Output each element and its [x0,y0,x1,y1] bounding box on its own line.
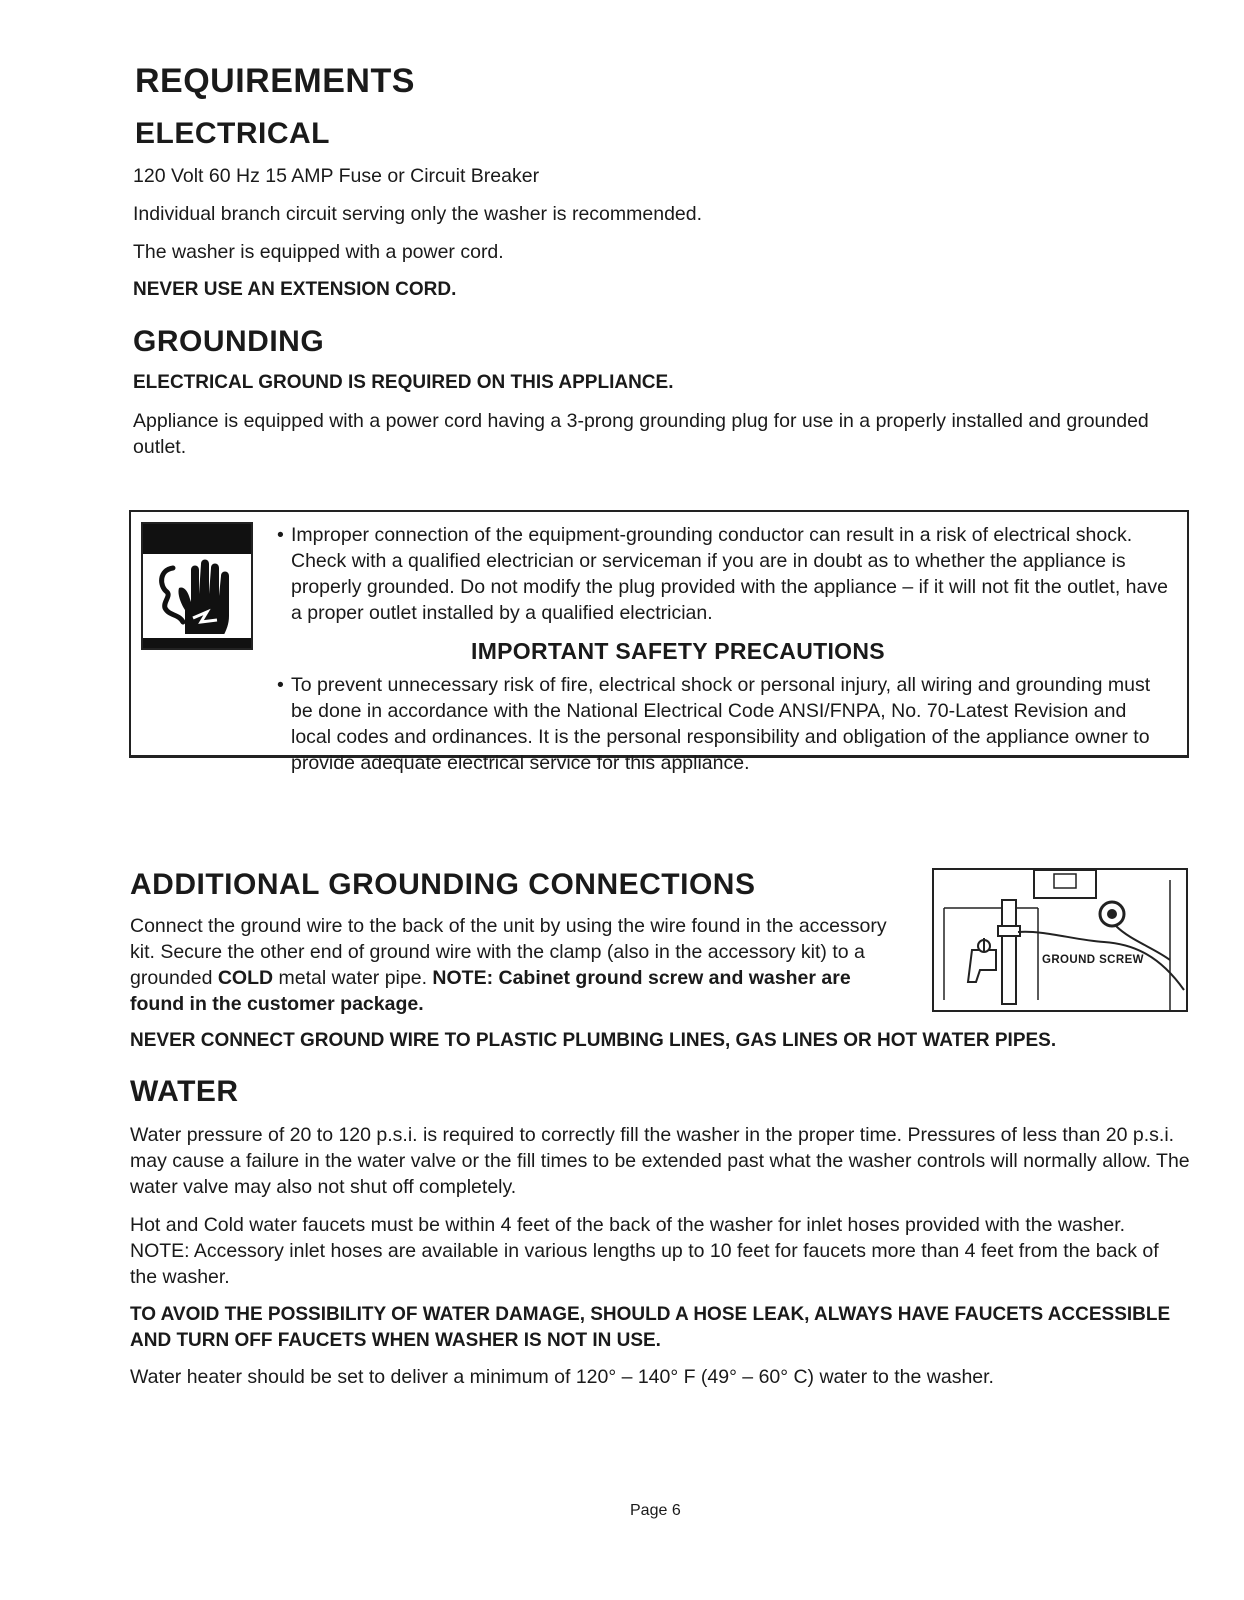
cabinet-ground-note: NOTE: Cabinet ground screw and washer are found in the customer package. [130,967,851,1015]
additional-grounding-heading: ADDITIONAL GROUNDING CONNECTIONS [130,868,756,901]
cold-text: COLD [217,967,274,989]
warning-bullet-2: • To prevent unnecessary risk of fire, electrical shock or personal injury, all wiring and grounding must be done in accordance with the National Electrical Code ANSI/FNPA, No. 70-Latest Revision and local codes and ordinances. It is the personal responsibility and obligation of the appliance owner to provide adequate electrical service for this appliance. [277,674,1151,774]
faucet-distance-text: Hot and Cold water faucets must be within 4 feet of the back of the washer for inlet hoses provided with the washer. NOTE: Accessory inlet hoses are available in various lengths up to 10 feet for faucets more than 4 feet from the back of the washer. [130,1214,1159,1288]
additional-text-part-1: Connect the ground wire to the back of the unit by using the wire found in the accessory kit. Secure the other end of ground wire with the clamp (also in the accessory kit) to a grounded [130,915,887,989]
extension-cord-warning: NEVER USE AN EXTENSION CORD. [133,279,457,300]
grounding-heading: GROUNDING [133,325,325,358]
electrical-line-3: The washer is equipped with a power cord. [133,241,504,263]
ground-required-text: ELECTRICAL GROUND IS REQUIRED ON THIS APPLIANCE. [133,372,674,393]
grounding-text: Appliance is equipped with a power cord having a 3-prong grounding plug for use in a properly installed and grounded outlet. [133,410,1149,458]
ground-screw-label: GROUND SCREW [1042,954,1144,966]
safety-precautions-title: IMPORTANT SAFETY PRECAUTIONS [471,638,885,664]
warning-bullet-2-text: To prevent unnecessary risk of fire, electrical shock or personal injury, all wiring and grounding must be done in accordance with the National Electrical Code ANSI/FNPA, No. 70-Latest Revision and local codes and ordinances. It is the personal responsibility and obligation of the appliance owner to provide adequate electrical service for this appliance. [291,674,1151,774]
electrical-shock-hand-icon [141,522,253,650]
water-heading: WATER [130,1075,239,1108]
additional-text-part-2: metal water pipe. [273,967,433,989]
warning-bullet-1-text: Improper connection of the equipment-grounding conductor can result in a risk of electrical shock. Check with a qualified electrician or serviceman if you are in doubt as to whether the appliance is properly grounded. Do not modify the plug provided with the appliance – if it will not fit the outlet, have a proper outlet installed by a qualified electrician. [291,524,1168,624]
additional-grounding-text [130,913,900,1017]
page-number: Page 6 [630,1502,681,1519]
warning-box [129,510,1189,774]
electrical-line-2: Individual branch circuit serving only the washer is recommended. [133,203,703,225]
water-damage-warning: TO AVOID THE POSSIBILITY OF WATER DAMAGE, SHOULD A HOSE LEAK, ALWAYS HAVE FAUCETS ACCESSIBLE AND TURN OFF FAUCETS WHEN WASHER IS NOT IN USE. [130,1304,1171,1351]
warning-bullet-1: • Improper connection of the equipment-grounding conductor can result in a risk of electrical shock. Check with a qualified electrician or serviceman if you are in doubt as to whether the appliance is properly grounded. Do not modify the plug provided with the appliance – if it will not fit the outlet, have a proper outlet installed by a qualified electrician. [277,524,1168,624]
ground-wire-warning: NEVER CONNECT GROUND WIRE TO PLASTIC PLUMBING LINES, GAS LINES OR HOT WATER PIPES. [130,1030,1057,1051]
page-title: REQUIREMENTS [135,62,415,100]
electrical-line-1: 120 Volt 60 Hz 15 AMP Fuse or Circuit Breaker [133,165,540,187]
water-pressure-text: Water pressure of 20 to 120 p.s.i. is required to correctly fill the washer in the proper time. Pressures of less than 20 p.s.i. may cause a failure in the water valve or the fill times to be extended past what the washer controls will normally allow. The water valve may also not shut off completely. [130,1124,1190,1198]
water-heater-text: Water heater should be set to deliver a minimum of 120° – 140° F (49° – 60° C) water to the washer. [130,1366,994,1388]
ground-screw-diagram [932,868,1188,1012]
electrical-heading: ELECTRICAL [135,117,330,150]
